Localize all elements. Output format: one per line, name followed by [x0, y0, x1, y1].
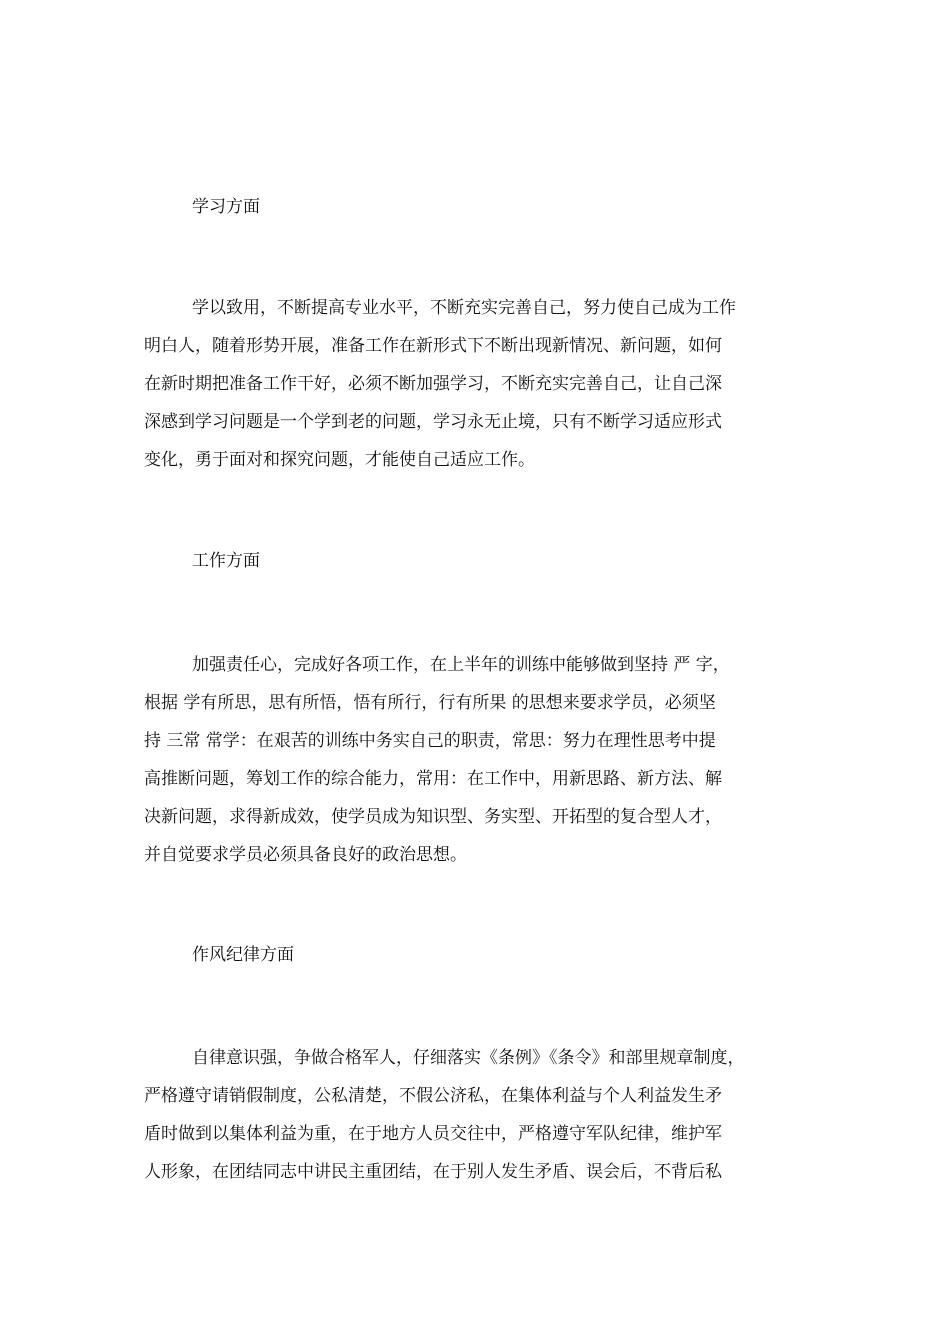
paragraph-line: 深感到学习问题是一个学到老的问题，学习永无止境，只有不断学习适应形式	[144, 412, 722, 432]
paragraph-line: 并自觉要求学员必须具备良好的政治思想。	[144, 845, 467, 865]
paragraph-line: 明白人，随着形势开展，准备工作在新形式下不断出现新情况、新问题，如何	[144, 336, 722, 356]
paragraph-line: 自律意识强，争做合格军人，仔细落实《条例》《条令》和部里规章制度，	[192, 1048, 745, 1068]
section-heading-discipline: 作风纪律方面	[192, 945, 294, 965]
paragraph-line: 持 三常 常学：在艰苦的训练中务实自己的职责，常思：努力在理性思考中提	[144, 731, 716, 751]
section-heading-study: 学习方面	[192, 197, 260, 217]
paragraph-line: 严格遵守请销假制度，公私清楚，不假公济私，在集体利益与个人利益发生矛	[144, 1086, 722, 1106]
paragraph-study	[144, 289, 834, 479]
paragraph-line: 根据 学有所思，思有所悟，悟有所行，行有所果 的思想来要求学员，必须坚	[144, 693, 716, 713]
paragraph-work	[144, 646, 834, 874]
paragraph-line: 变化，勇于面对和探究问题，才能使自己适应工作。	[144, 450, 535, 470]
section-heading-work: 工作方面	[192, 551, 260, 571]
paragraph-line: 加强责任心，完成好各项工作，在上半年的训练中能够做到坚持 严 字，	[192, 655, 730, 675]
paragraph-line: 人形象，在团结同志中讲民主重团结，在于别人发生矛盾、误会后，不背后私	[144, 1162, 722, 1182]
paragraph-line: 高推断问题，筹划工作的综合能力，常用：在工作中，用新思路、新方法、解	[144, 769, 722, 789]
paragraph-line: 决新问题，求得新成效，使学员成为知识型、务实型、开拓型的复合型人才，	[144, 807, 722, 827]
paragraph-line: 学以致用，不断提高专业水平，不断充实完善自己，努力使自己成为工作	[192, 298, 736, 318]
paragraph-discipline	[144, 1039, 834, 1191]
paragraph-line: 在新时期把准备工作干好，必须不断加强学习，不断充实完善自己，让自己深	[144, 374, 722, 394]
paragraph-line: 盾时做到以集体利益为重，在于地方人员交往中，严格遵守军队纪律，维护军	[144, 1124, 722, 1144]
